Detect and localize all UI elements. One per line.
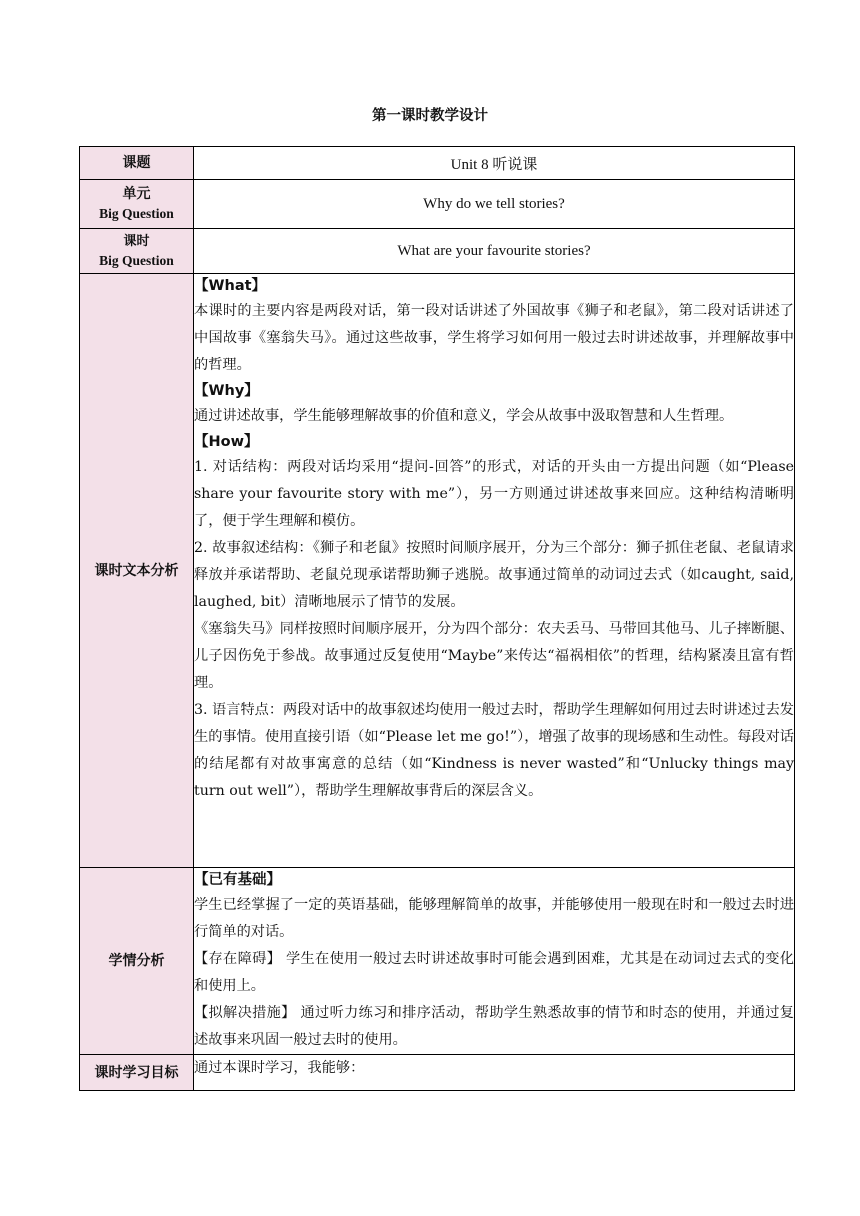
existing-foundation-text: 学生已经掌握了一定的英语基础，能够理解简单的故事，并能够使用一般现在时和一般过去时进行简单的对话。 [194,897,794,940]
unit-big-question-row [80,180,795,229]
obstacle-heading: 【存在障碍】 [194,951,282,967]
lesson-design-table [79,146,795,1091]
how-heading: 【How】 [194,434,259,450]
text-analysis-content [194,274,795,868]
unit-label: 单元 [122,186,151,202]
obstacle-text: 学生在使用一般过去时讲述故事时可能会遇到困难，尤其是在动词过去式的变化和使用上。 [194,951,794,994]
topic-row [80,147,795,180]
text-analysis-label: 课时文本分析 [80,274,194,868]
learner-analysis-content [194,868,795,1055]
lesson-bq-label-cell [80,229,194,274]
topic-label: 课题 [122,155,151,171]
learning-objectives-row [80,1055,795,1091]
learner-analysis-row [80,868,795,1055]
solution-text: 通过听力练习和排序活动，帮助学生熟悉故事的情节和时态的使用，并通过复述故事来巩固一般过去时的使用。 [194,1005,794,1048]
why-paragraph: 通过讲述故事，学生能够理解故事的价值和意义，学会从故事中汲取智慧和人生哲理。 [194,408,734,424]
learner-analysis-label: 学情分析 [80,868,194,1055]
existing-foundation-heading: 【已有基础】 [194,872,281,888]
learning-objectives-label: 课时学习目标 [80,1055,194,1091]
text-analysis-row [80,274,795,868]
how-point-2-continued: 《塞翁失马》同样按照时间顺序展开，分为四个部分：农夫丢马、马带回其他马、儿子摔断腿、儿子因伤免于参战。故事通过反复使用“Maybe”来传达“福祸相依”的哲理，结构紧凑且富有哲理。 [194,621,794,691]
lesson-bq-label: Big Question [99,252,174,268]
why-heading: 【Why】 [194,383,259,399]
solution-heading: 【拟解决措施】 [194,1005,296,1021]
lesson-big-question-row [80,229,795,274]
solution-paragraph [194,1000,794,1054]
how-point-3: 3. 语言特点：两段对话中的故事叙述均使用一般过去时，帮助学生理解如何用过去时讲述过去发生的事情。使用直接引语（如“Please let me go!”），增强了故事的现场感和生动性。每段对话的结尾都有对故事寓意的总结（如“Kindness is never wasted”和“Unlucky things may turn out well”），帮助学生理解故事背后的深层含义。 [194,702,794,799]
what-paragraph: 本课时的主要内容是两段对话，第一段对话讲述了外国故事《狮子和老鼠》，第二段对话讲述了中国故事《塞翁失马》。通过这些故事，学生将学习如何用一般过去时讲述故事，并理解故事中的哲理。 [194,303,794,373]
unit-bq-label: Big Question [99,206,174,221]
topic-label-cell [80,147,194,180]
obstacle-paragraph [194,946,794,1000]
lesson-big-question: What are your favourite stories? [194,229,795,274]
lesson-label: 课时 [123,233,150,249]
unit-big-question: Why do we tell stories? [194,180,795,229]
learning-objectives-text: 通过本课时学习，我能够： [194,1055,795,1091]
document-title: 第一课时教学设计 [372,108,488,124]
unit-bq-label-cell [80,180,194,229]
topic-value: Unit 8 听说课 [194,147,795,180]
how-point-2: 2. 故事叙述结构：《狮子和老鼠》按照时间顺序展开，分为三个部分：狮子抓住老鼠、老鼠请求释放并承诺帮助、老鼠兑现承诺帮助狮子逃脱。故事通过简单的动词过去式（如caught, said, laughed, bit）清晰地展示了情节的发展。 [194,540,794,610]
what-heading: 【What】 [194,278,267,294]
how-point-1: 1. 对话结构：两段对话均采用“提问-回答”的形式，对话的开头由一方提出问题（如“Please share your favourite story with me”），另一方则通过讲述故事来回应。这种结构清晰明了，便于学生理解和模仿。 [194,459,794,529]
